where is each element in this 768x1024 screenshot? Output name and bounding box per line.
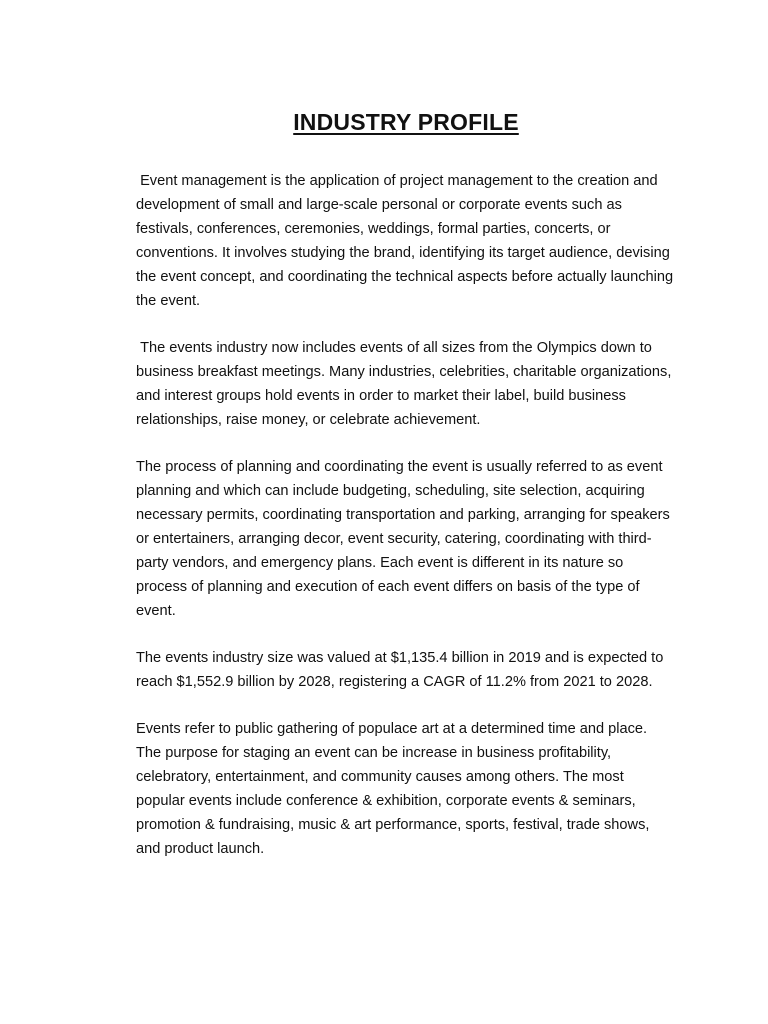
paragraph-event-planning-process: The process of planning and coordinating the event is usually referred to as event planning and which can include budgeting, scheduling, site selection, acquiring necessary permits, coordinating transportation and parking, arranging for speakers or entertainers, arranging decor, event security, catering, coordinating with third-party vendors, and emergency plans. Each event is different in its nature so process of planning and execution of each event differs on basis of the type of event. xyxy=(136,459,674,619)
paragraph-event-management: Event management is the application of project management to the creation and development of small and large-scale personal or corporate events such as festivals, conferences, ceremonies, weddings, formal parties, concerts, or conventions. It involves studying the brand, identifying its target audience, devising the event concept, and coordinating the technical aspects before actually launching the event. xyxy=(136,173,678,309)
document-body xyxy=(136,169,676,884)
paragraph-events-definition: Events refer to public gathering of populace art at a determined time and place. The purpose for staging an event can be increase in business profitability, celebratory, entertainment, and community causes among others. The most popular events include conference & exhibition, corporate events & seminars, promotion & fundraising, music & art performance, sports, festival, trade shows, and product launch. xyxy=(136,721,654,857)
paragraph-events-industry-scope: The events industry now includes events of all sizes from the Olympics down to business breakfast meetings. Many industries, celebrities, charitable organizations, and interest groups hold events in order to market their label, build business relationships, raise money, or celebrate achievement. xyxy=(136,340,676,428)
page-title: INDUSTRY PROFILE xyxy=(293,109,519,136)
paragraph-industry-size: The events industry size was valued at $1,135.4 billion in 2019 and is expected to reach $1,552.9 billion by 2028, registering a CAGR of 11.2% from 2021 to 2028. xyxy=(136,650,668,690)
